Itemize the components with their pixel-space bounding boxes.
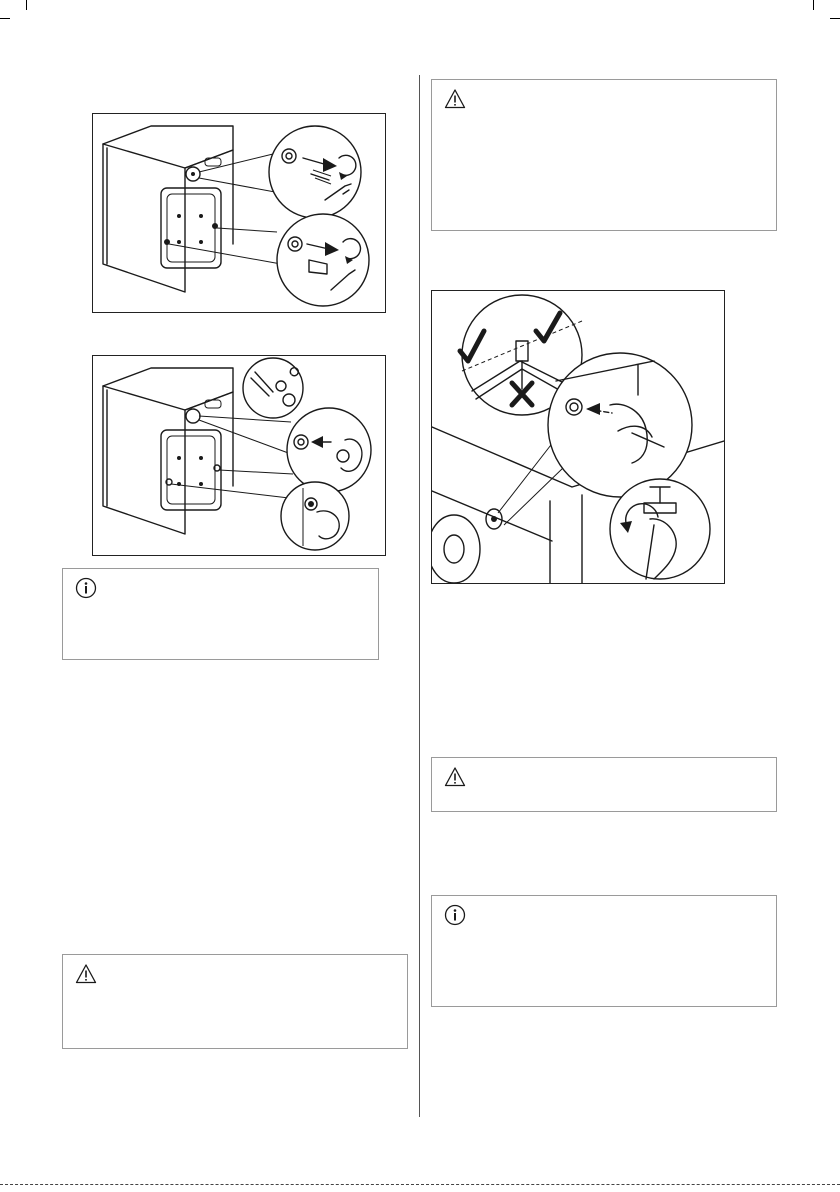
info-notice-2 xyxy=(431,895,777,1007)
info-notice-1 xyxy=(62,568,379,660)
info-icon xyxy=(444,904,466,926)
warning-notice-1 xyxy=(62,954,408,1049)
crop-mark-top-left xyxy=(0,18,10,19)
column-divider xyxy=(419,75,420,1117)
crop-mark-top-right-v xyxy=(813,0,814,10)
illustration-insert-plastic-caps xyxy=(92,355,386,556)
washing-machine-rear-caps-icon xyxy=(93,356,385,555)
warning-icon xyxy=(444,766,466,788)
warning-notice-2 xyxy=(431,79,777,231)
bottom-dashed-rule xyxy=(0,1184,840,1185)
illustration-connect-inlet-hose xyxy=(431,290,725,584)
illustration-remove-transit-bolts xyxy=(92,113,386,313)
washing-machine-rear-icon xyxy=(93,114,385,312)
warning-icon xyxy=(444,88,466,110)
inlet-hose-connection-icon xyxy=(432,291,724,583)
crop-mark-top-left-v xyxy=(26,0,27,10)
warning-notice-3 xyxy=(431,757,777,812)
info-icon xyxy=(75,577,97,599)
crop-mark-top-right xyxy=(830,18,840,19)
warning-icon xyxy=(75,963,97,985)
